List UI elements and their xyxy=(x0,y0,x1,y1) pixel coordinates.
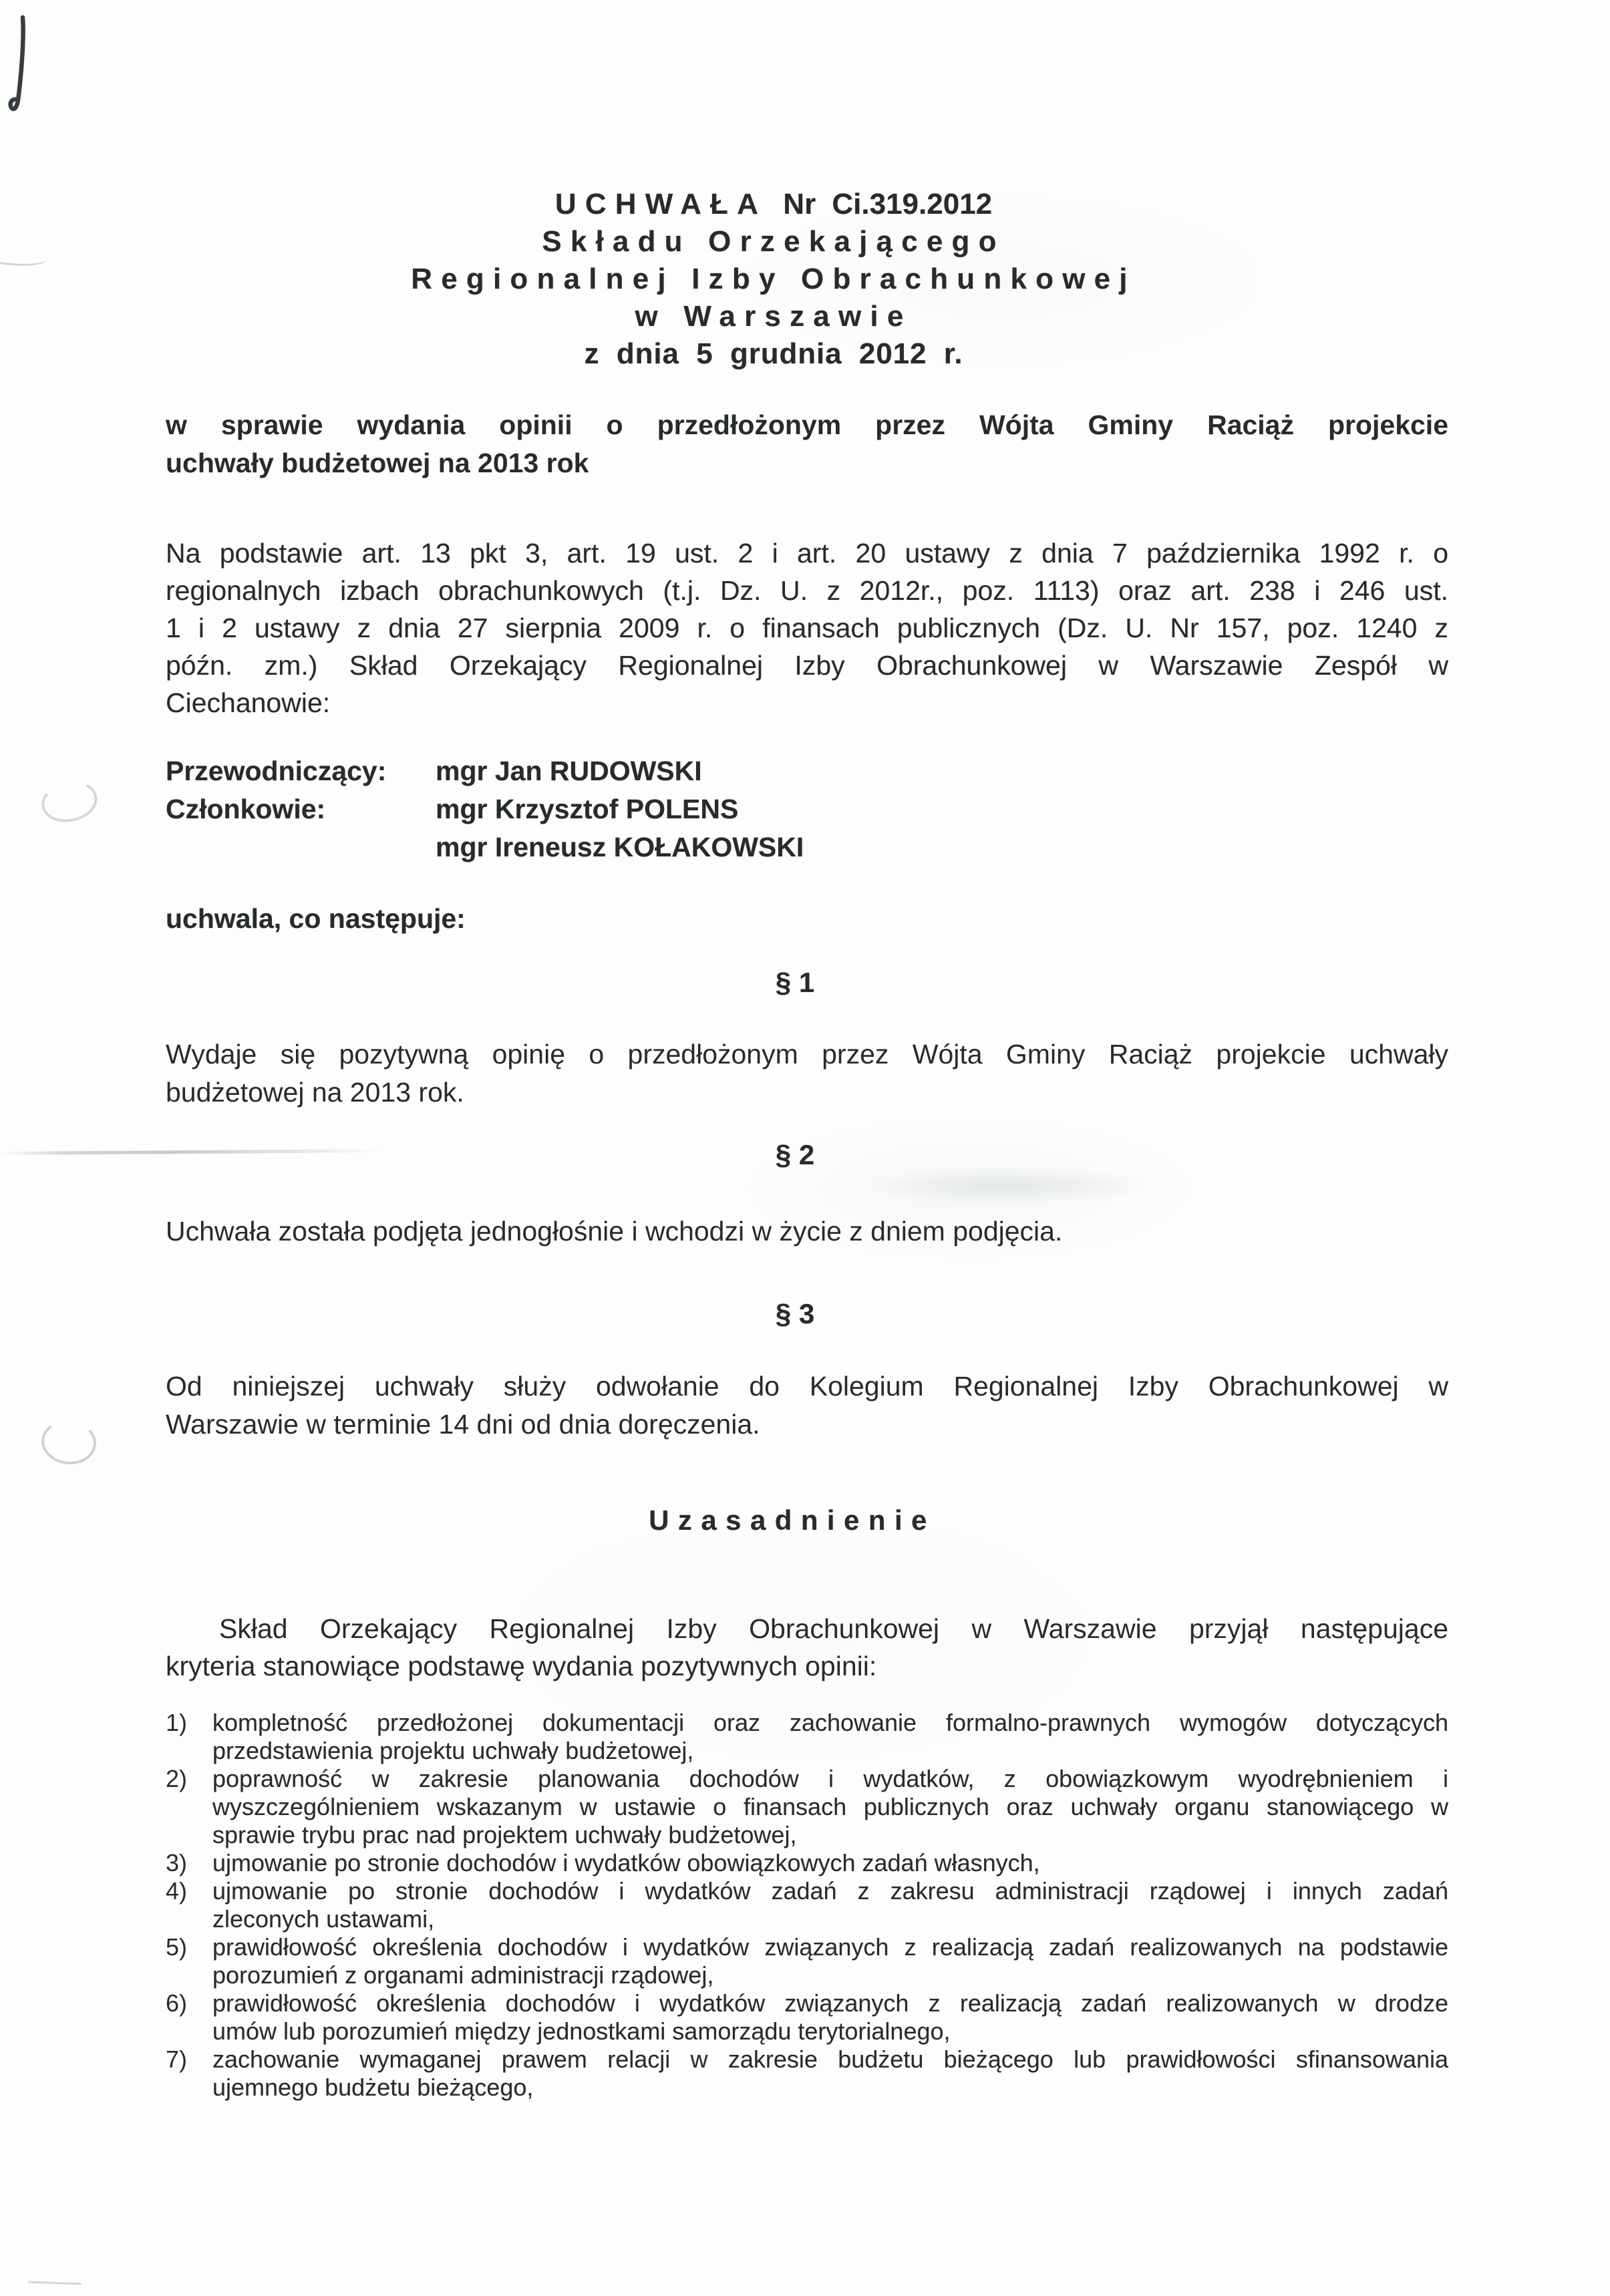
document-title-block xyxy=(132,186,1415,373)
enacting-clause: uchwala, co następuje: xyxy=(166,903,466,934)
criteria-list xyxy=(166,1709,1448,2102)
members-row xyxy=(166,790,1448,828)
legal-basis-line: regionalnych izbach obrachunkowych (t.j. Dz. U. z 2012r., poz. 1113) oraz art. 238 i 246 ust. xyxy=(166,575,1448,606)
title-nr-label: Nr xyxy=(783,188,816,220)
member-name: mgr Ireneusz KOŁAKOWSKI xyxy=(436,832,804,862)
pen-stroke-artifact xyxy=(4,8,44,125)
criteria-item-4 xyxy=(166,1877,1448,1933)
criteria-item-6 xyxy=(166,1989,1448,2045)
title-word: UCHWAŁA xyxy=(554,188,768,220)
legal-basis-line: późn. zm.) Skład Orzekający Regionalnej Izby Obrachunkowej w Warszawie Zespół w xyxy=(166,650,1448,681)
criteria-item-line: prawidłowość określenia dochodów i wydatków związanych z realizacją zadań realizowanych w drodze xyxy=(212,1989,1448,2017)
document-content xyxy=(166,0,1448,2296)
legal-basis-line: Ciechanowie: xyxy=(166,687,331,718)
criteria-item-line: poprawność w zakresie planowania dochodów i wydatków, z obowiązkowym wyodrębnieniem i xyxy=(212,1765,1448,1792)
smudge-arc-2 xyxy=(39,1418,98,1467)
member-row-2 xyxy=(166,828,1448,866)
bottom-edge-speck xyxy=(28,2281,82,2285)
justification-intro xyxy=(166,1610,1448,1685)
section-3-line: Warszawie w terminie 14 dni od dnia doręczenia. xyxy=(166,1409,760,1440)
criteria-item-number: 4) xyxy=(166,1877,188,1905)
justification-intro-line: Skład Orzekający Regionalnej Izby Obrachunkowej w Warszawie przyjął następujące xyxy=(219,1613,1448,1644)
criteria-item-number: 6) xyxy=(166,1989,188,2017)
chairman-row xyxy=(166,752,1448,790)
criteria-item-line: ujmowanie po stronie dochodów i wydatków zadań z zakresu administracji rządowej i innych zadań xyxy=(212,1877,1448,1905)
section-1-body xyxy=(166,1035,1448,1112)
subject-line: w sprawie wydania opinii o przedłożonym przez Wójta Gminy Raciąż projekcie xyxy=(166,409,1448,440)
members-label: Członkowie: xyxy=(166,794,326,824)
criteria-item-number: 1) xyxy=(166,1709,188,1736)
title-resolution-number: Ci.319.2012 xyxy=(832,188,993,220)
panel-composition xyxy=(166,752,1448,866)
criteria-item-line: zachowanie wymaganej prawem relacji w zakresie budżetu bieżącego lub prawidłowości sfinansowania xyxy=(212,2045,1448,2073)
section-2-number: § 2 xyxy=(775,1139,815,1170)
chairman-name: mgr Jan RUDOWSKI xyxy=(436,756,702,786)
legal-basis-paragraph xyxy=(166,534,1448,721)
title-line-number xyxy=(132,186,1415,223)
title-line-institution: Regionalnej Izby Obrachunkowej xyxy=(411,263,1136,295)
criteria-item-line: porozumień z organami administracji rządowej, xyxy=(212,1961,714,1989)
criteria-item-line: sprawie trybu prac nad projektem uchwały budżetowej, xyxy=(212,1821,797,1848)
criteria-item-line: umów lub porozumień między jednostkami samorządu terytorialnego, xyxy=(212,2017,951,2045)
criteria-item-7 xyxy=(166,2045,1448,2102)
edge-smudge-mark xyxy=(0,242,49,268)
section-1-line: Wydaje się pozytywną opinię o przedłożonym przez Wójta Gminy Raciąż projekcie uchwały xyxy=(166,1039,1448,1070)
criteria-item-number: 5) xyxy=(166,1933,188,1961)
legal-basis-line: Na podstawie art. 13 pkt 3, art. 19 ust. 2 i art. 20 ustawy z dnia 7 października 1992 r. o xyxy=(166,538,1448,568)
subject-paragraph xyxy=(166,406,1448,482)
section-1-number: § 1 xyxy=(775,967,815,998)
smudge-arc-1 xyxy=(38,776,102,827)
title-line-city: w Warszawie xyxy=(635,300,913,333)
criteria-item-line: prawidłowość określenia dochodów i wydatków związanych z realizacją zadań realizowanych na podstawie xyxy=(212,1933,1448,1961)
criteria-item-line: wyszczególnieniem wskazanym w ustawie o finansach publicznych oraz uchwały organu stanowiącego w xyxy=(212,1793,1448,1820)
subject-line: uchwały budżetowej na 2013 rok xyxy=(166,448,589,478)
criteria-item-number: 7) xyxy=(166,2045,188,2073)
criteria-item-number: 3) xyxy=(166,1849,188,1876)
criteria-item-line: ujemnego budżetu bieżącego, xyxy=(212,2074,534,2101)
criteria-item-line: ujmowanie po stronie dochodów i wydatków obowiązkowych zadań własnych, xyxy=(212,1849,1040,1876)
criteria-item-number: 2) xyxy=(166,1765,188,1792)
justification-intro-line: kryteria stanowiące podstawę wydania pozytywnych opinii: xyxy=(166,1651,877,1681)
section-1-line: budżetowej na 2013 rok. xyxy=(166,1077,464,1108)
criteria-item-2 xyxy=(166,1765,1448,1849)
section-3-line: Od niniejszej uchwały służy odwołanie do Kolegium Regionalnej Izby Obrachunkowej w xyxy=(166,1371,1448,1402)
criteria-item-1 xyxy=(166,1709,1448,1765)
title-line-date: z dnia 5 grudnia 2012 r. xyxy=(584,337,963,370)
criteria-item-line: zleconych ustawami, xyxy=(212,1905,435,1933)
criteria-item-3 xyxy=(166,1849,1448,1877)
member-name: mgr Krzysztof POLENS xyxy=(436,794,739,824)
section-3-number: § 3 xyxy=(775,1298,815,1329)
title-line-body: Składu Orzekającego xyxy=(542,225,1005,258)
section-2-body xyxy=(166,1212,1448,1251)
justification-heading: Uzasadnienie xyxy=(649,1504,936,1536)
section-2-line: Uchwała została podjęta jednogłośnie i wchodzi w życie z dniem podjęcia. xyxy=(166,1216,1063,1247)
criteria-item-line: przedstawienia projektu uchwały budżetowej, xyxy=(212,1737,694,1764)
criteria-item-line: kompletność przedłożonej dokumentacji oraz zachowanie formalno-prawnych wymogów dotyczących xyxy=(212,1709,1448,1736)
legal-basis-line: 1 i 2 ustawy z dnia 27 sierpnia 2009 r. o finansach publicznych (Dz. U. Nr 157, poz. 1240 z xyxy=(166,613,1448,643)
section-3-body xyxy=(166,1367,1448,1444)
criteria-item-5 xyxy=(166,1933,1448,1989)
chairman-label: Przewodniczący: xyxy=(166,756,387,786)
